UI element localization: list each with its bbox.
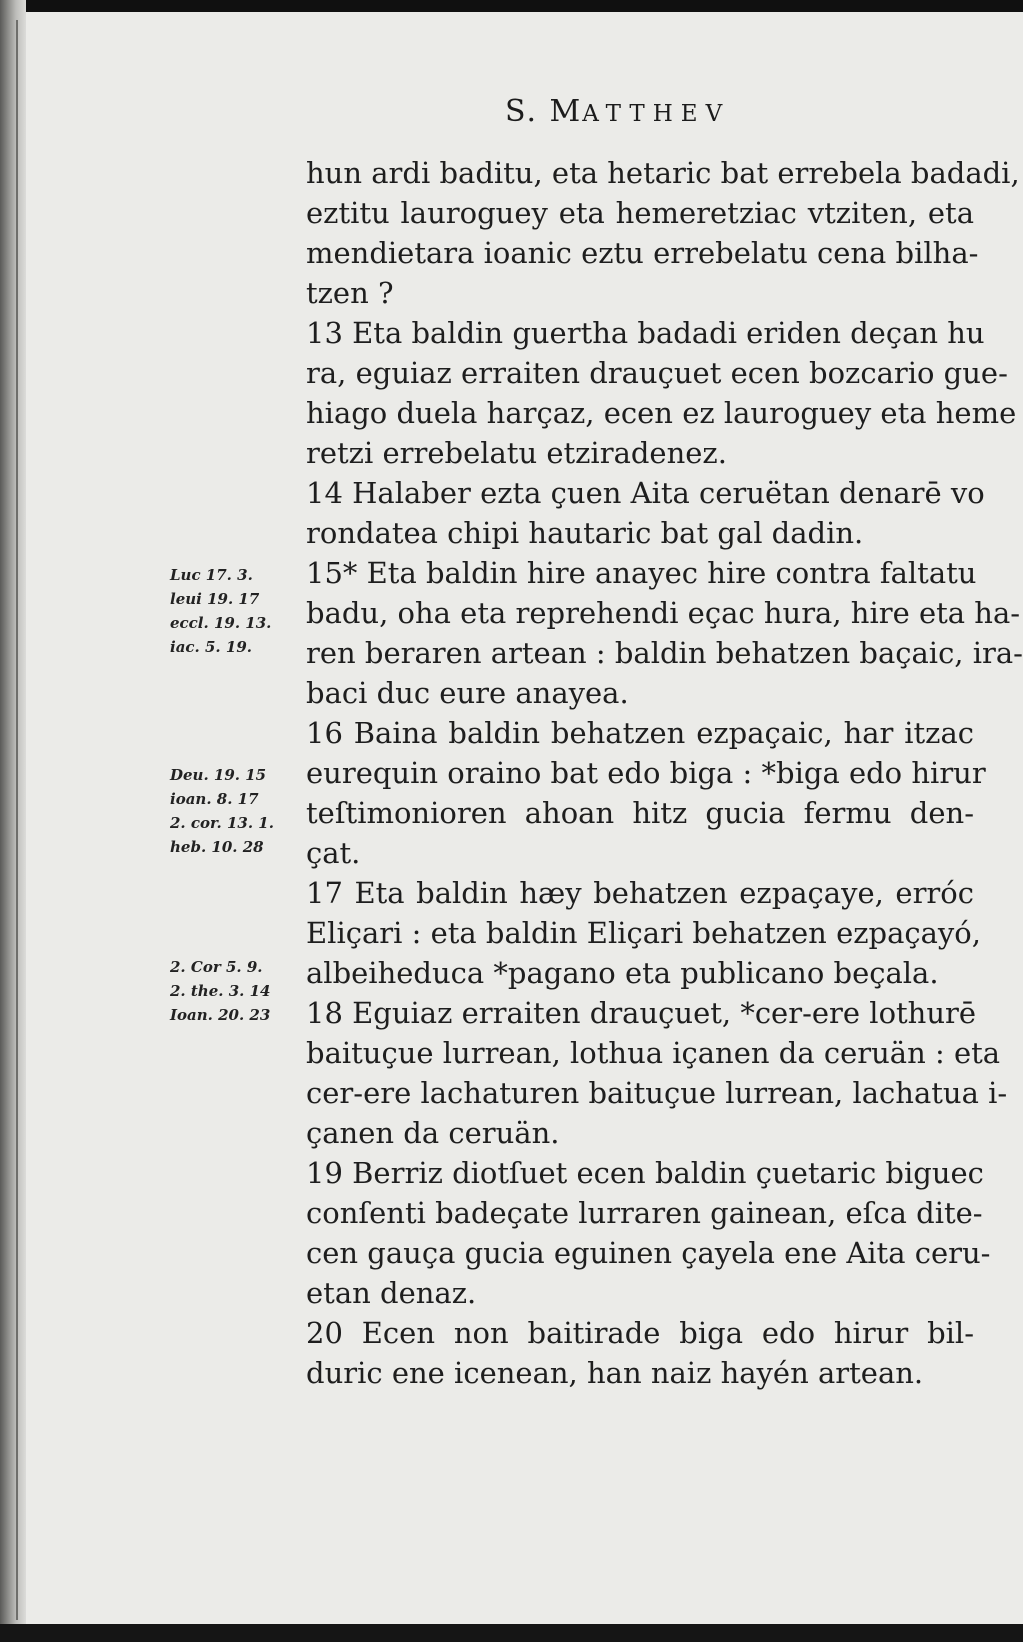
verse-17-line: 17 Eta baldin hæy behatzen ezpaçaye, erróc [306,876,974,910]
margin-note: Luc 17. 3. [170,566,253,584]
text-line: teſtimonioren ahoan hitz gucia fermu den- [306,796,974,830]
text-line: cer-ere lachaturen baituçue lurrean, lachatua i- [306,1076,1008,1110]
text-line: etan denaz. [306,1276,477,1310]
margin-note: 2. the. 3. 14 [170,982,271,1000]
verse-14-line: 14 Halaber ezta çuen Aita ceruëtan denarē vo [306,476,985,510]
text-line: ra, eguiaz erraiten drauçuet ecen bozcario gue- [306,356,1008,390]
margin-note: 2. cor. 13. 1. [170,814,274,832]
book-spine [0,0,26,1642]
text-line: tzen ? [306,276,394,310]
text-line: hun ardi baditu, eta hetaric bat errebela badadi, [306,156,1020,190]
spine-shadow-line [16,20,18,1620]
text-line: mendietara ioanic eztu errebelatu cena bilha- [306,236,979,270]
margin-note: eccl. 19. 13. [170,614,272,632]
verse-16-line: 16 Baina baldin behatzen ezpaçaic, har itzac [306,716,974,750]
page-bottom-edge [0,1624,1023,1642]
text-line: çanen da ceruän. [306,1116,560,1150]
running-header [505,94,730,129]
text-line: cen gauça gucia eguinen çayela ene Aita ceru- [306,1236,991,1270]
text-line: albeiheduca *pagano eta publicano beçala. [306,956,939,990]
margin-note: ioan. 8. 17 [170,790,259,808]
text-line: retzi errebelatu etziradenez. [306,436,727,470]
verse-19-line: 19 Berriz diotſuet ecen baldin çuetaric biguec [306,1156,984,1190]
text-line: conſenti badeçate lurraren gainean, eſca dite- [306,1196,983,1230]
page-top-edge [0,0,1023,12]
margin-note: Ioan. 20. 23 [170,1006,271,1024]
verse-20-line: 20 Ecen non baitirade biga edo hirur bil- [306,1316,974,1350]
verse-15-line: 15* Eta baldin hire anayec hire contra faltatu [306,556,977,590]
margin-note: iac. 5. 19. [170,638,252,656]
verse-18-line: 18 Eguiaz erraiten drauçuet, *cer-ere lothurē [306,996,977,1030]
margin-note: heb. 10. 28 [170,838,264,856]
header-initial: S. M [505,94,583,129]
text-line: duric ene icenean, han naiz hayén artean. [306,1356,924,1390]
header-rest: ATTHEV [582,101,731,127]
margin-note: 2. Cor 5. 9. [170,958,263,976]
text-line: Eliçari : eta baldin Eliçari behatzen ezpaçayó, [306,916,981,950]
margin-note: leui 19. 17 [170,590,260,608]
margin-note: Deu. 19. 15 [170,766,267,784]
verse-13-line: 13 Eta baldin guertha badadi eriden deçan hu [306,316,985,350]
text-line: baci duc eure anayea. [306,676,629,710]
text-line: eurequin oraino bat edo biga : *biga edo hirur [306,756,986,790]
text-line: badu, oha eta reprehendi eçac hura, hire eta ha- [306,596,1021,630]
text-line: eztitu lauroguey eta hemeretziac vtziten, eta [306,196,974,230]
text-line: rondatea chipi hautaric bat gal dadin. [306,516,864,550]
text-line: hiago duela harçaz, ecen ez lauroguey eta heme [306,396,1017,430]
text-line: baituçue lurrean, lothua içanen da ceruän : eta [306,1036,1001,1070]
text-line: ren beraren artean : baldin behatzen baçaic, ira- [306,636,1023,670]
text-line: çat. [306,836,361,870]
